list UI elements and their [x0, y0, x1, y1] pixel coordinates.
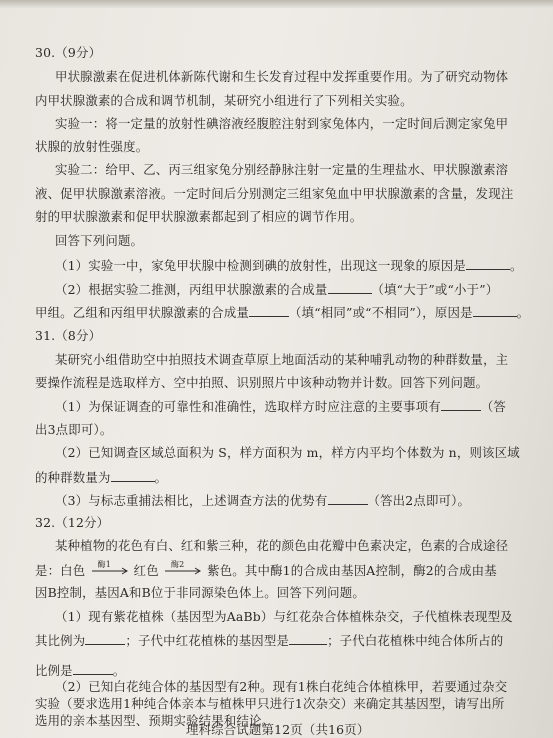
q30-sub1	[55, 258, 523, 273]
q30-header: 30.（9分）	[35, 45, 102, 60]
page-footer: 理科综合试题第12页（共16页）	[186, 722, 370, 737]
q32-sub1-line1: （1）现有紫花植株（基因型为AaBb）与红花杂合体植株杂交，子代植株表现型及	[55, 609, 513, 624]
q30-sub2-line1	[55, 282, 498, 297]
q30-sub2-text-a: （2）根据实验二推测，丙组甲状腺激素的合成量	[55, 282, 328, 297]
q32-sub1-text-d: 比例是	[35, 663, 73, 678]
q32-sub2-line3: 选用的亲本基因型、预期实验结果和结论。	[35, 713, 275, 728]
q30-sub2-text-b: （填“大于”或“小于”）	[371, 282, 499, 297]
answer-blank[interactable]	[249, 305, 289, 317]
right-arrow-icon	[90, 567, 130, 575]
q32-pathway-red: 红色	[133, 563, 159, 578]
q32-pathway-line	[35, 560, 497, 578]
q31-intro-line2: 要操作流程是选取样方、空中拍照、识别照片中该种动物并计数。回答下列问题。	[35, 375, 489, 390]
enzyme2-label: 酶2	[170, 560, 185, 569]
q32-sub1-text-a: 其比例为	[35, 633, 86, 648]
q30-answer-prompt: 回答下列问题。	[55, 233, 144, 248]
q30-exp2-line3: 射的甲状腺激素和促甲状腺激素都起到了相应的调节作用。	[35, 209, 363, 224]
period: 。	[154, 470, 168, 485]
q32-sub1-text-b: ；子代中红花植株的基因型是	[125, 633, 290, 648]
period: 。	[112, 663, 126, 678]
q31-sub2-text: 的种群数量为	[35, 470, 111, 485]
q32-intro-line1: 某种植物的花色有白、红和紫三种，花的颜色由花瓣中色素决定，色素的合成途径	[55, 538, 509, 553]
q31-sub1-line1	[55, 399, 506, 414]
q31-sub1-text: （1）为保证调查的可靠性和准确性，选取样方时应注意的主要事项有	[55, 399, 441, 414]
q31-sub1-tail: （答	[480, 399, 506, 414]
q31-sub1-line2: 出3点即可）。	[35, 422, 113, 437]
q31-sub2-line2	[35, 470, 167, 485]
answer-blank[interactable]	[466, 258, 510, 270]
page-edge-shadow	[0, 0, 553, 8]
q31-sub3-tail: （答出2点即可）。	[367, 493, 471, 508]
q30-sub2-line2	[35, 305, 529, 320]
q31-header: 31.（8分）	[35, 328, 102, 343]
answer-blank[interactable]	[85, 633, 125, 645]
q30-exp2-line2: 液、促甲状腺激素溶液。一定时间后分别测定三组家兔血中甲状腺激素的含量，发现注	[35, 186, 514, 201]
right-arrow-icon	[163, 567, 203, 575]
answer-blank[interactable]	[73, 663, 113, 675]
q30-exp2-line1: 实验二：给甲、乙、丙三组家兔分别经静脉注射一定量的生理盐水、甲状腺激素溶	[55, 162, 509, 177]
q30-intro-line1: 甲状腺激素在促进机体新陈代谢和生长发育过程中发挥重要作用。为了研究动物体	[55, 69, 509, 84]
q32-sub2-line1: （2）已知白花纯合体的基因型有2种。现有1株白花纯合体植株甲，若要通过杂交	[55, 679, 508, 694]
q30-sub2-text-d: （填“相同”或“不相同”），原因是	[289, 305, 473, 320]
q32-intro-line3: 因B控制，基因A和B位于非同源染色体上。回答下列问题。	[35, 585, 365, 600]
q31-sub3	[55, 493, 470, 508]
q32-sub1-line3	[35, 663, 125, 678]
answer-blank[interactable]	[111, 470, 155, 482]
answer-blank[interactable]	[328, 493, 368, 505]
q32-sub2-line2: 实验（要求选用1种纯合体亲本与植株甲只进行1次杂交）来确定其基因型，请写出所	[35, 696, 505, 711]
enzyme1-label: 酶1	[97, 560, 112, 569]
answer-blank[interactable]	[473, 305, 517, 317]
q32-sub1-text-c: ；子代白花植株中纯合体所占的	[327, 633, 504, 648]
answer-blank[interactable]	[441, 399, 481, 411]
q31-intro-line1: 某研究小组借助空中拍照技术调查草原上地面活动的某种哺乳动物的种群数量，主	[55, 352, 509, 367]
q31-sub3-text: （3）与标志重捕法相比，上述调查方法的优势有	[55, 493, 328, 508]
period: 。	[509, 258, 523, 273]
q32-sub1-line2	[35, 633, 503, 648]
enzyme1-arrow	[90, 560, 130, 577]
answer-blank[interactable]	[289, 633, 327, 645]
q32-header: 32.（12分）	[35, 515, 110, 530]
q31-sub2-line1: （2）已知调查区域总面积为 S，样方面积为 m，样方内平均个体数为 n，则该区域	[55, 445, 520, 460]
q30-exp1-line2: 状腺的放射性强度。	[35, 139, 149, 154]
q30-exp1-line1: 实验一：将一定量的放射性碘溶液经腹腔注射到家兔体内，一定时间后测定家兔甲	[55, 116, 509, 131]
enzyme2-arrow	[163, 560, 203, 577]
q32-pathway-end: 紫色。其中酶1的合成由基因A控制，酶2的合成由基	[207, 563, 497, 578]
q30-intro-line2: 内甲状腺激素的合成和调节机制，某研究小组进行了下列相关实验。	[35, 93, 413, 108]
q30-sub2-text-c: 甲组。乙组和丙组甲状腺激素的合成量	[35, 305, 250, 320]
q32-pathway-start: 是：白色	[35, 563, 86, 578]
q30-sub1-text: （1）实验一中，家兔甲状腺中检测到碘的放射性，出现这一现象的原因是	[55, 258, 466, 273]
period: 。	[516, 305, 530, 320]
answer-blank[interactable]	[328, 282, 372, 294]
